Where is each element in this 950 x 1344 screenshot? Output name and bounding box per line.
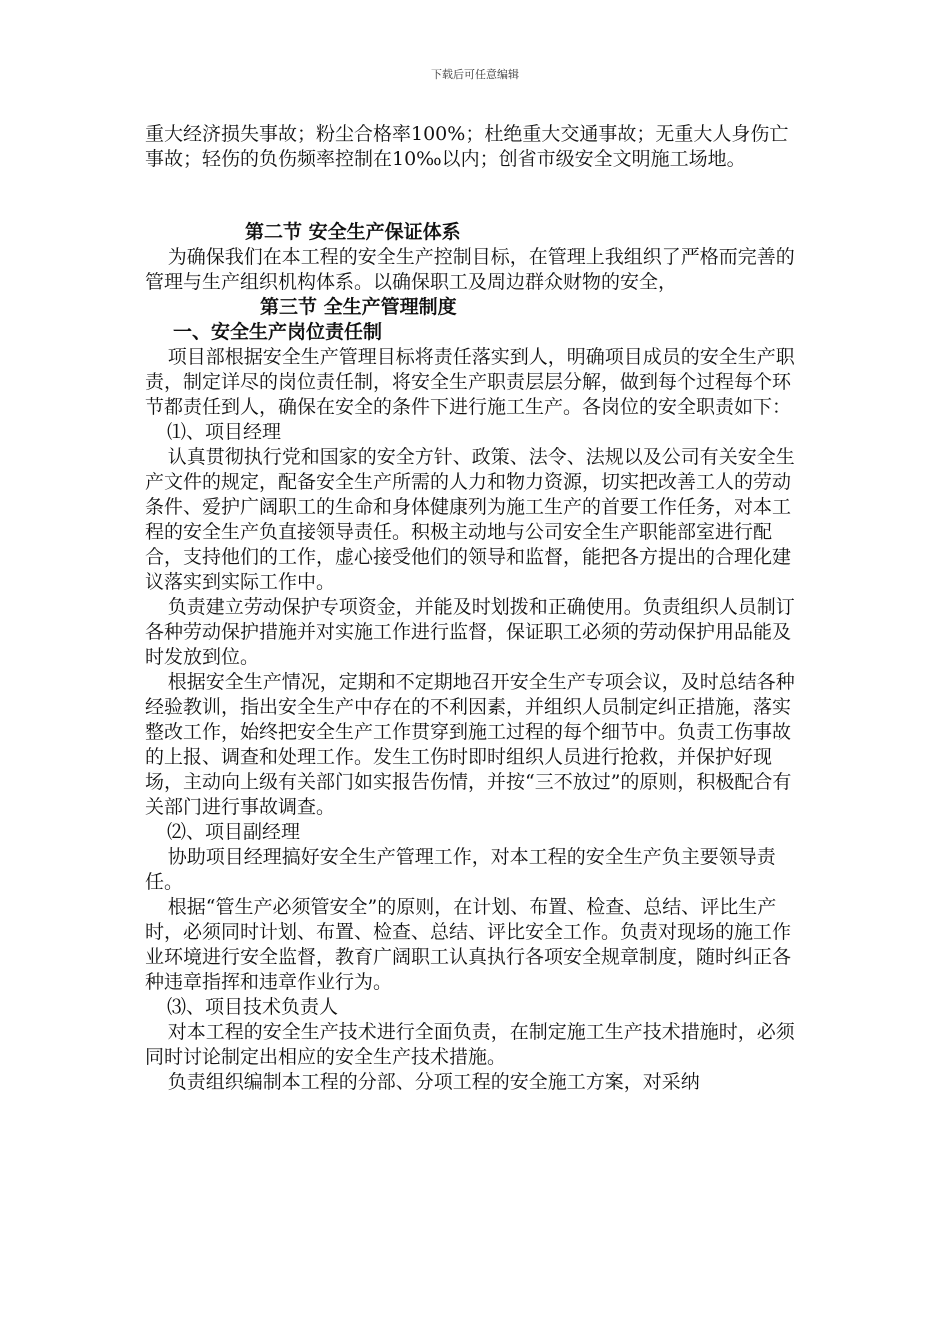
section2-paragraph: 为确保我们在本工程的安全生产控制目标，在管理上我组织了严格而完善的管理与生产组织机构体系。以确保职工及周边群众财物的安全， — [145, 246, 795, 293]
page-header: 下载后可任意编辑 — [431, 68, 519, 81]
role2-heading: ⑵、项目副经理 — [167, 821, 301, 843]
role1-heading: ⑴、项目经理 — [167, 421, 282, 443]
role2-paragraph-1: 协助项目经理搞好安全生产管理工作，对本工程的安全生产负主要领导责任。 — [145, 846, 776, 893]
document-body — [145, 122, 805, 1095]
role3-paragraph-2: 负责组织编制本工程的分部、分项工程的安全施工方案，对采纳 — [167, 1071, 700, 1093]
subsection1-paragraph: 项目部根据安全生产管理目标将责任落实到人，明确项目成员的安全生产职责，制定详尽的岗位责任制，将安全生产职责层层分解，做到每个过程每个环节都责任到人，确保在安全的条件下进行施工生产。各岗位的安全职责如下： — [145, 346, 795, 418]
role1-paragraph-3: 根据安全生产情况，定期和不定期地召开安全生产专项会议，及时总结各种经验教训，指出安全生产中存在的不利因素，并组织人员制定纠正措施，落实整改工作，始终把安全生产工作贯穿到施工过程的每个细节中。负责工伤事故的上报、调查和处理工作。发生工伤时即时组织人员进行抢救，并保护好现场，主动向上级有关部门如实报告伤情，并按“三不放过”的原则，积极配合有关部门进行事故调查。 — [145, 671, 795, 818]
role2-paragraph-2: 根据“管生产必须管安全”的原则，在计划、布置、检查、总结、评比生产时，必须同时计划、布置、检查、总结、评比安全工作。负责对现场的施工作业环境进行安全监督，教育广阔职工认真执行各项安全规章制度，随时纠正各种违章指挥和违章作业行为。 — [145, 896, 792, 993]
section2-heading: 第二节 安全生产保证体系 — [245, 221, 461, 243]
section3-heading: 第三节 全生产管理制度 — [260, 296, 457, 318]
intro-paragraph: 重大经济损失事故；粉尘合格率100%；杜绝重大交通事故；无重大人身伤亡事故；轻伤的负伤频率控制在10‰以内；创省市级安全文明施工场地。 — [145, 123, 789, 170]
subsection1-heading: 一、安全生产岗位责任制 — [173, 321, 383, 343]
role1-paragraph-2: 负责建立劳动保护专项资金，并能及时划拨和正确使用。负责组织人员制订各种劳动保护措施并对实施工作进行监督，保证职工必须的劳动保护用品能及时发放到位。 — [145, 596, 795, 668]
role1-paragraph-1: 认真贯彻执行党和国家的安全方针、政策、法令、法规以及公司有关安全生产文件的规定，配备安全生产所需的人力和物力资源，切实把改善工人的劳动条件、爱护广阔职工的生命和身体健康列为施工生产的首要工作任务，对本工程的安全生产负直接领导责任。积极主动地与公司安全生产职能部室进行配合，支持他们的工作，虚心接受他们的领导和监督，能把各方提出的合理化建议落实到实际工作中。 — [145, 446, 795, 593]
role3-paragraph-1: 对本工程的安全生产技术进行全面负责，在制定施工生产技术措施时，必须同时讨论制定出相应的安全生产技术措施。 — [145, 1021, 795, 1068]
role3-heading: ⑶、项目技术负责人 — [167, 996, 339, 1018]
